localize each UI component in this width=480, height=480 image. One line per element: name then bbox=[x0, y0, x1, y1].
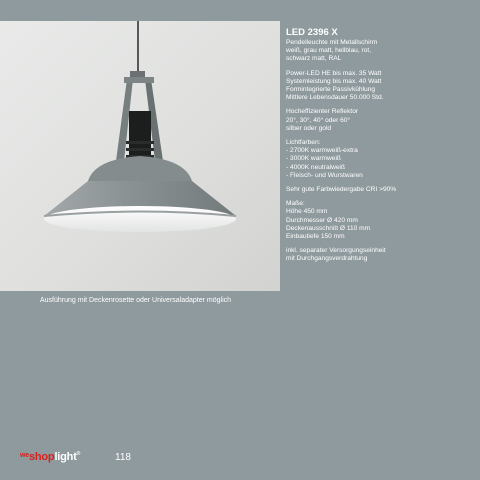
brand-logo bbox=[20, 451, 80, 463]
reflector-block bbox=[286, 108, 476, 133]
power-line: Power-LED HE bis max. 35 Watt bbox=[286, 69, 382, 77]
reflector-line: Hocheffizienter Reflektor bbox=[286, 108, 359, 116]
light-colors-line: - 4000K neutralweiß bbox=[286, 163, 346, 171]
product-title: LED 2396 X bbox=[286, 27, 338, 38]
dimensions-line: Einbautiefe 150 mm bbox=[286, 233, 345, 241]
shade-interior bbox=[44, 206, 236, 232]
photo-caption: Ausführung mit Deckenrosette oder Universaladapter möglich bbox=[40, 297, 232, 304]
supply-line: mit Durchgangsverdrahtung bbox=[286, 255, 368, 263]
description-line: Pendelleuchte mit Metallschirm bbox=[286, 39, 378, 46]
cri-block bbox=[286, 186, 476, 194]
logo-registered: ® bbox=[76, 451, 81, 457]
reflector-line: 20°, 30°, 40° oder 60° bbox=[286, 116, 351, 124]
page-number: 118 bbox=[115, 452, 131, 463]
product-specification bbox=[286, 27, 476, 270]
pendant-lamp-illustration bbox=[0, 21, 280, 291]
description-line: schwarz matt, RAL bbox=[286, 55, 342, 63]
light-colors-line: - 3000K warmweiß bbox=[286, 155, 341, 163]
description-block bbox=[286, 39, 476, 64]
light-colors-line: - 2700K warmweiß-extra bbox=[286, 147, 358, 155]
frame-top bbox=[124, 77, 154, 83]
reflector-line: silber oder gold bbox=[286, 124, 332, 132]
power-block bbox=[286, 70, 476, 103]
supply-line: inkl. separater Versorgungseinheit bbox=[286, 247, 386, 255]
logo-shop: shop bbox=[28, 451, 55, 463]
dimensions-line: Durchmesser Ø 420 mm bbox=[286, 216, 358, 224]
power-line: Systemleistung bis max. 40 Watt bbox=[286, 77, 382, 85]
dimensions-line: Maße: bbox=[286, 200, 305, 208]
logo-we: we bbox=[20, 452, 29, 459]
logo-light: light bbox=[54, 451, 77, 463]
supply-block bbox=[286, 247, 476, 263]
product-photo bbox=[0, 21, 280, 291]
power-line: Mittlere Lebensdauer 50.000 Std. bbox=[286, 94, 384, 102]
dimensions-block bbox=[286, 200, 476, 241]
dimensions-line: Höhe 450 mm bbox=[286, 208, 328, 216]
light-colors-line: Lichtfarben: bbox=[286, 139, 321, 147]
cri-line: Sehr gute Farbwiedergabe CRI >90% bbox=[286, 186, 397, 194]
socket bbox=[129, 111, 151, 161]
shade-dome bbox=[88, 156, 192, 181]
light-colors-line: - Fleisch- und Wurstwaren bbox=[286, 171, 363, 179]
dimensions-line: Deckenausschnitt Ø 110 mm bbox=[286, 224, 371, 232]
description-line: weiß, grau matt, hellblau, rot, bbox=[286, 47, 372, 55]
power-line: Formintegrierte Passivkühlung bbox=[286, 86, 376, 94]
light-colors-block bbox=[286, 139, 476, 180]
